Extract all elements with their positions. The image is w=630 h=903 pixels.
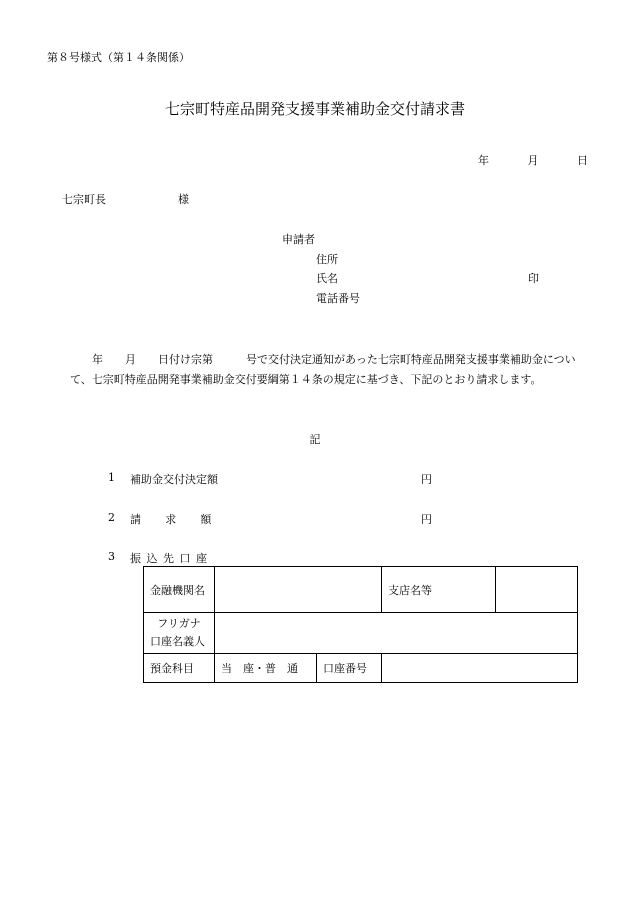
table-row <box>144 654 578 683</box>
account-number-field[interactable] <box>382 654 578 683</box>
deposit-type-label: 預金科目 <box>144 654 215 683</box>
applicant-address-label: 住所 <box>316 253 338 266</box>
deposit-type-options[interactable]: 当 座・普 通 <box>215 654 317 683</box>
seal-mark: 印 <box>528 272 539 285</box>
item-2-unit: 円 <box>421 513 432 526</box>
applicant-label: 申請者 <box>282 233 315 246</box>
account-holder-label: 口座名義人 <box>150 635 205 648</box>
item-1-number: 1 <box>108 471 115 484</box>
bank-account-table <box>143 566 578 683</box>
document-title: 七宗町特産品開発支援事業補助金交付請求書 <box>164 100 465 118</box>
date-day: 日 <box>577 154 588 167</box>
item-2-number: 2 <box>108 511 115 524</box>
table-row <box>144 567 578 613</box>
bank-name-label: 金融機関名 <box>144 567 215 613</box>
furigana-label: フリガナ <box>157 617 201 630</box>
date-year: 年 <box>478 154 489 167</box>
branch-field[interactable] <box>496 567 578 613</box>
item-1-label: 補助金交付決定額 <box>130 473 218 486</box>
bank-name-field[interactable] <box>215 567 382 613</box>
applicant-phone-label: 電話番号 <box>316 292 360 305</box>
ki-heading: 記 <box>309 433 321 446</box>
account-holder-label-cell <box>144 613 215 654</box>
account-number-label: 口座番号 <box>317 654 382 683</box>
applicant-name-label: 氏名 <box>316 272 338 285</box>
item-3-label: 振込先口座 <box>130 552 213 565</box>
table-row <box>144 613 578 654</box>
branch-label: 支店名等 <box>382 567 496 613</box>
date-line <box>478 152 588 168</box>
account-holder-field[interactable] <box>215 613 578 654</box>
request-body-text: 年 月 日付け宗第 号で交付決定通知があった七宗町特産品開発支援事業補助金について、七宗町特産品開発事業補助金交付要綱第１４条の規定に基づき、下記のとおり請求します。 <box>70 353 576 386</box>
item-3-number: 3 <box>108 550 115 563</box>
recipient <box>62 191 189 207</box>
item-2-label: 請求額 <box>130 513 236 526</box>
item-1-unit: 円 <box>421 473 432 486</box>
form-number: 第８号様式（第１４条関係） <box>47 51 190 64</box>
recipient-honorific: 様 <box>178 193 189 206</box>
recipient-name: 七宗町長 <box>62 193 106 206</box>
date-month: 月 <box>527 154 539 167</box>
